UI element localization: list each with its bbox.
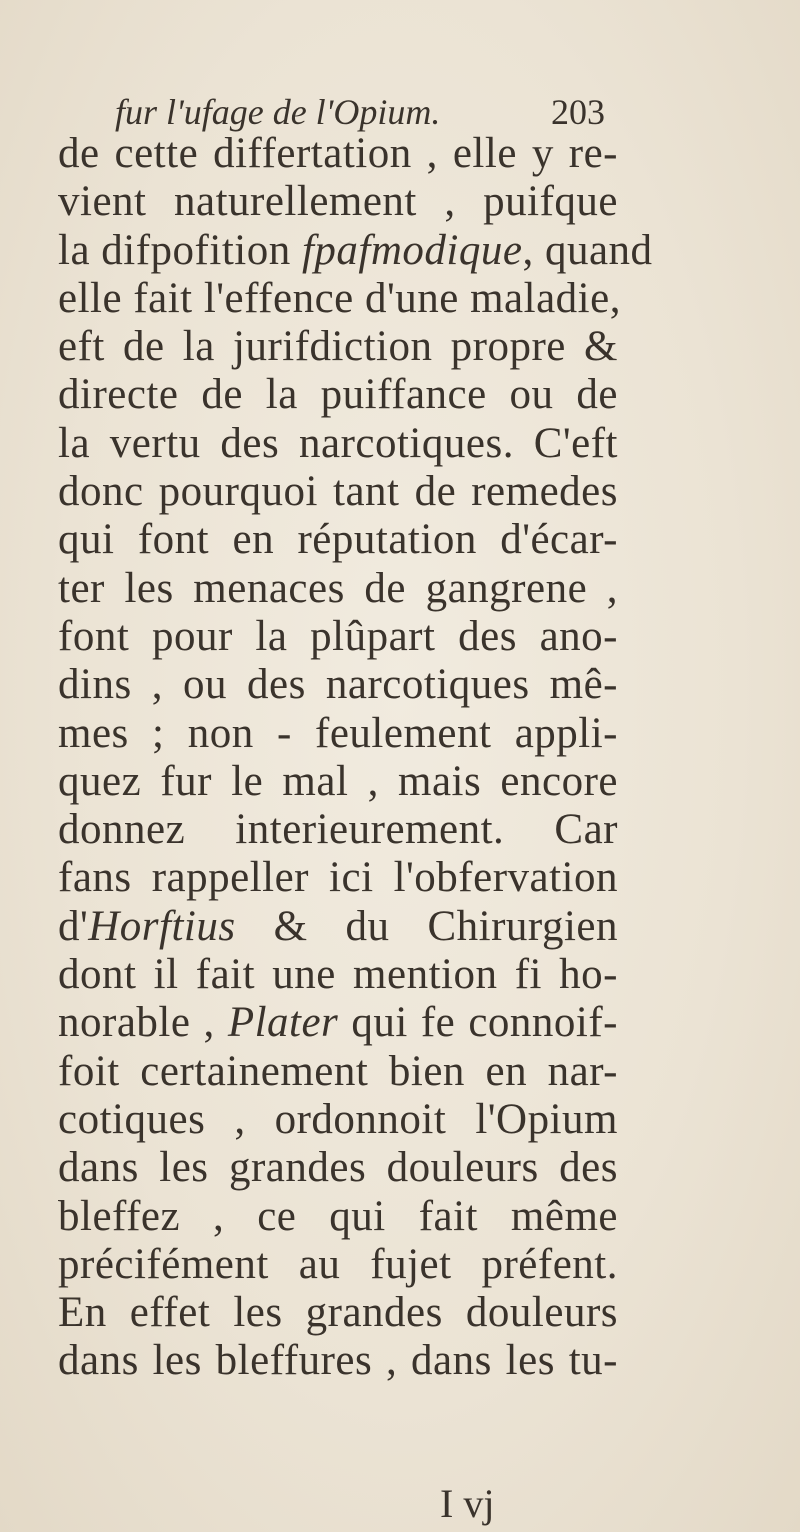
text-run: précifément au fujet préfent. bbox=[58, 1240, 618, 1288]
text-run: la difpofition bbox=[58, 226, 302, 274]
text-line bbox=[58, 178, 618, 226]
text-run: fans rappeller ici l'obfervation bbox=[58, 854, 618, 902]
text-line bbox=[58, 806, 618, 854]
body-text bbox=[58, 130, 653, 1386]
text-run: font pour la plûpart des ano- bbox=[58, 612, 618, 660]
text-line bbox=[58, 1337, 618, 1385]
signature-mark: I vj bbox=[440, 1481, 495, 1526]
text-line bbox=[58, 613, 618, 661]
text-line bbox=[58, 903, 618, 951]
page-header bbox=[115, 88, 605, 136]
text-line bbox=[58, 226, 653, 275]
text-run: de cette differtation , elle y re- bbox=[58, 130, 618, 177]
text-line bbox=[58, 371, 618, 419]
text-run: vient naturellement , puifque bbox=[58, 178, 618, 226]
text-line bbox=[58, 1144, 618, 1192]
text-line bbox=[58, 274, 621, 323]
text-run: qui font en réputation d'écar- bbox=[58, 516, 618, 564]
text-line bbox=[58, 1241, 618, 1289]
text-line bbox=[58, 661, 618, 709]
italic-text: fpafmodique bbox=[301, 226, 523, 274]
text-line bbox=[58, 710, 618, 758]
text-line bbox=[58, 951, 618, 999]
text-run: eft de la jurifdiction propre & bbox=[58, 323, 618, 371]
text-run: la vertu des narcotiques. C'eft bbox=[58, 419, 618, 467]
text-line bbox=[58, 1048, 618, 1096]
text-run: quez fur le mal , mais encore bbox=[58, 757, 618, 805]
text-run: directe de la puiffance ou de bbox=[58, 371, 618, 419]
text-line bbox=[58, 1096, 618, 1144]
text-run: bleffez , ce qui fait même bbox=[58, 1192, 618, 1240]
text-run: donc pourquoi tant de remedes bbox=[58, 468, 618, 516]
text-run: dans les grandes douleurs des bbox=[58, 1144, 618, 1192]
text-run: ter les menaces de gangrene , bbox=[58, 564, 618, 612]
text-line bbox=[58, 323, 618, 371]
text-line bbox=[58, 758, 618, 806]
text-run: d' bbox=[58, 902, 89, 950]
text-run: mes ; non - feulement appli- bbox=[58, 709, 618, 757]
text-line bbox=[58, 516, 618, 564]
text-run: & du Chirurgien bbox=[235, 902, 618, 950]
text-run: dins , ou des narcotiques mê- bbox=[58, 661, 618, 709]
text-line bbox=[58, 854, 618, 902]
text-line bbox=[58, 565, 618, 613]
text-line bbox=[58, 468, 618, 516]
text-line bbox=[58, 130, 618, 178]
text-run: cotiques , ordonnoit l'Opium bbox=[58, 1095, 618, 1143]
text-run: , quand bbox=[522, 226, 653, 274]
text-run: norable , bbox=[58, 999, 228, 1047]
running-title: fur l'ufage de l'Opium. bbox=[115, 92, 441, 132]
text-run: foit certainement bien en nar- bbox=[58, 1047, 618, 1095]
text-run: elle fait l'effence d'une maladie, bbox=[58, 274, 621, 322]
text-line bbox=[58, 1193, 618, 1241]
text-line bbox=[58, 999, 618, 1047]
italic-text: Horftius bbox=[88, 902, 236, 950]
text-run: En effet les grandes douleurs bbox=[58, 1289, 618, 1337]
text-run: dont il fait une mention fi ho- bbox=[58, 951, 618, 999]
text-line bbox=[58, 420, 618, 468]
text-run: donnez interieurement. Car bbox=[58, 806, 618, 854]
text-run: dans les bleffures , dans les tu- bbox=[58, 1337, 618, 1385]
page-number: 203 bbox=[551, 92, 605, 132]
text-line bbox=[58, 1289, 618, 1337]
text-run: qui fe connoif- bbox=[338, 999, 618, 1047]
italic-text: Plater bbox=[227, 999, 339, 1047]
